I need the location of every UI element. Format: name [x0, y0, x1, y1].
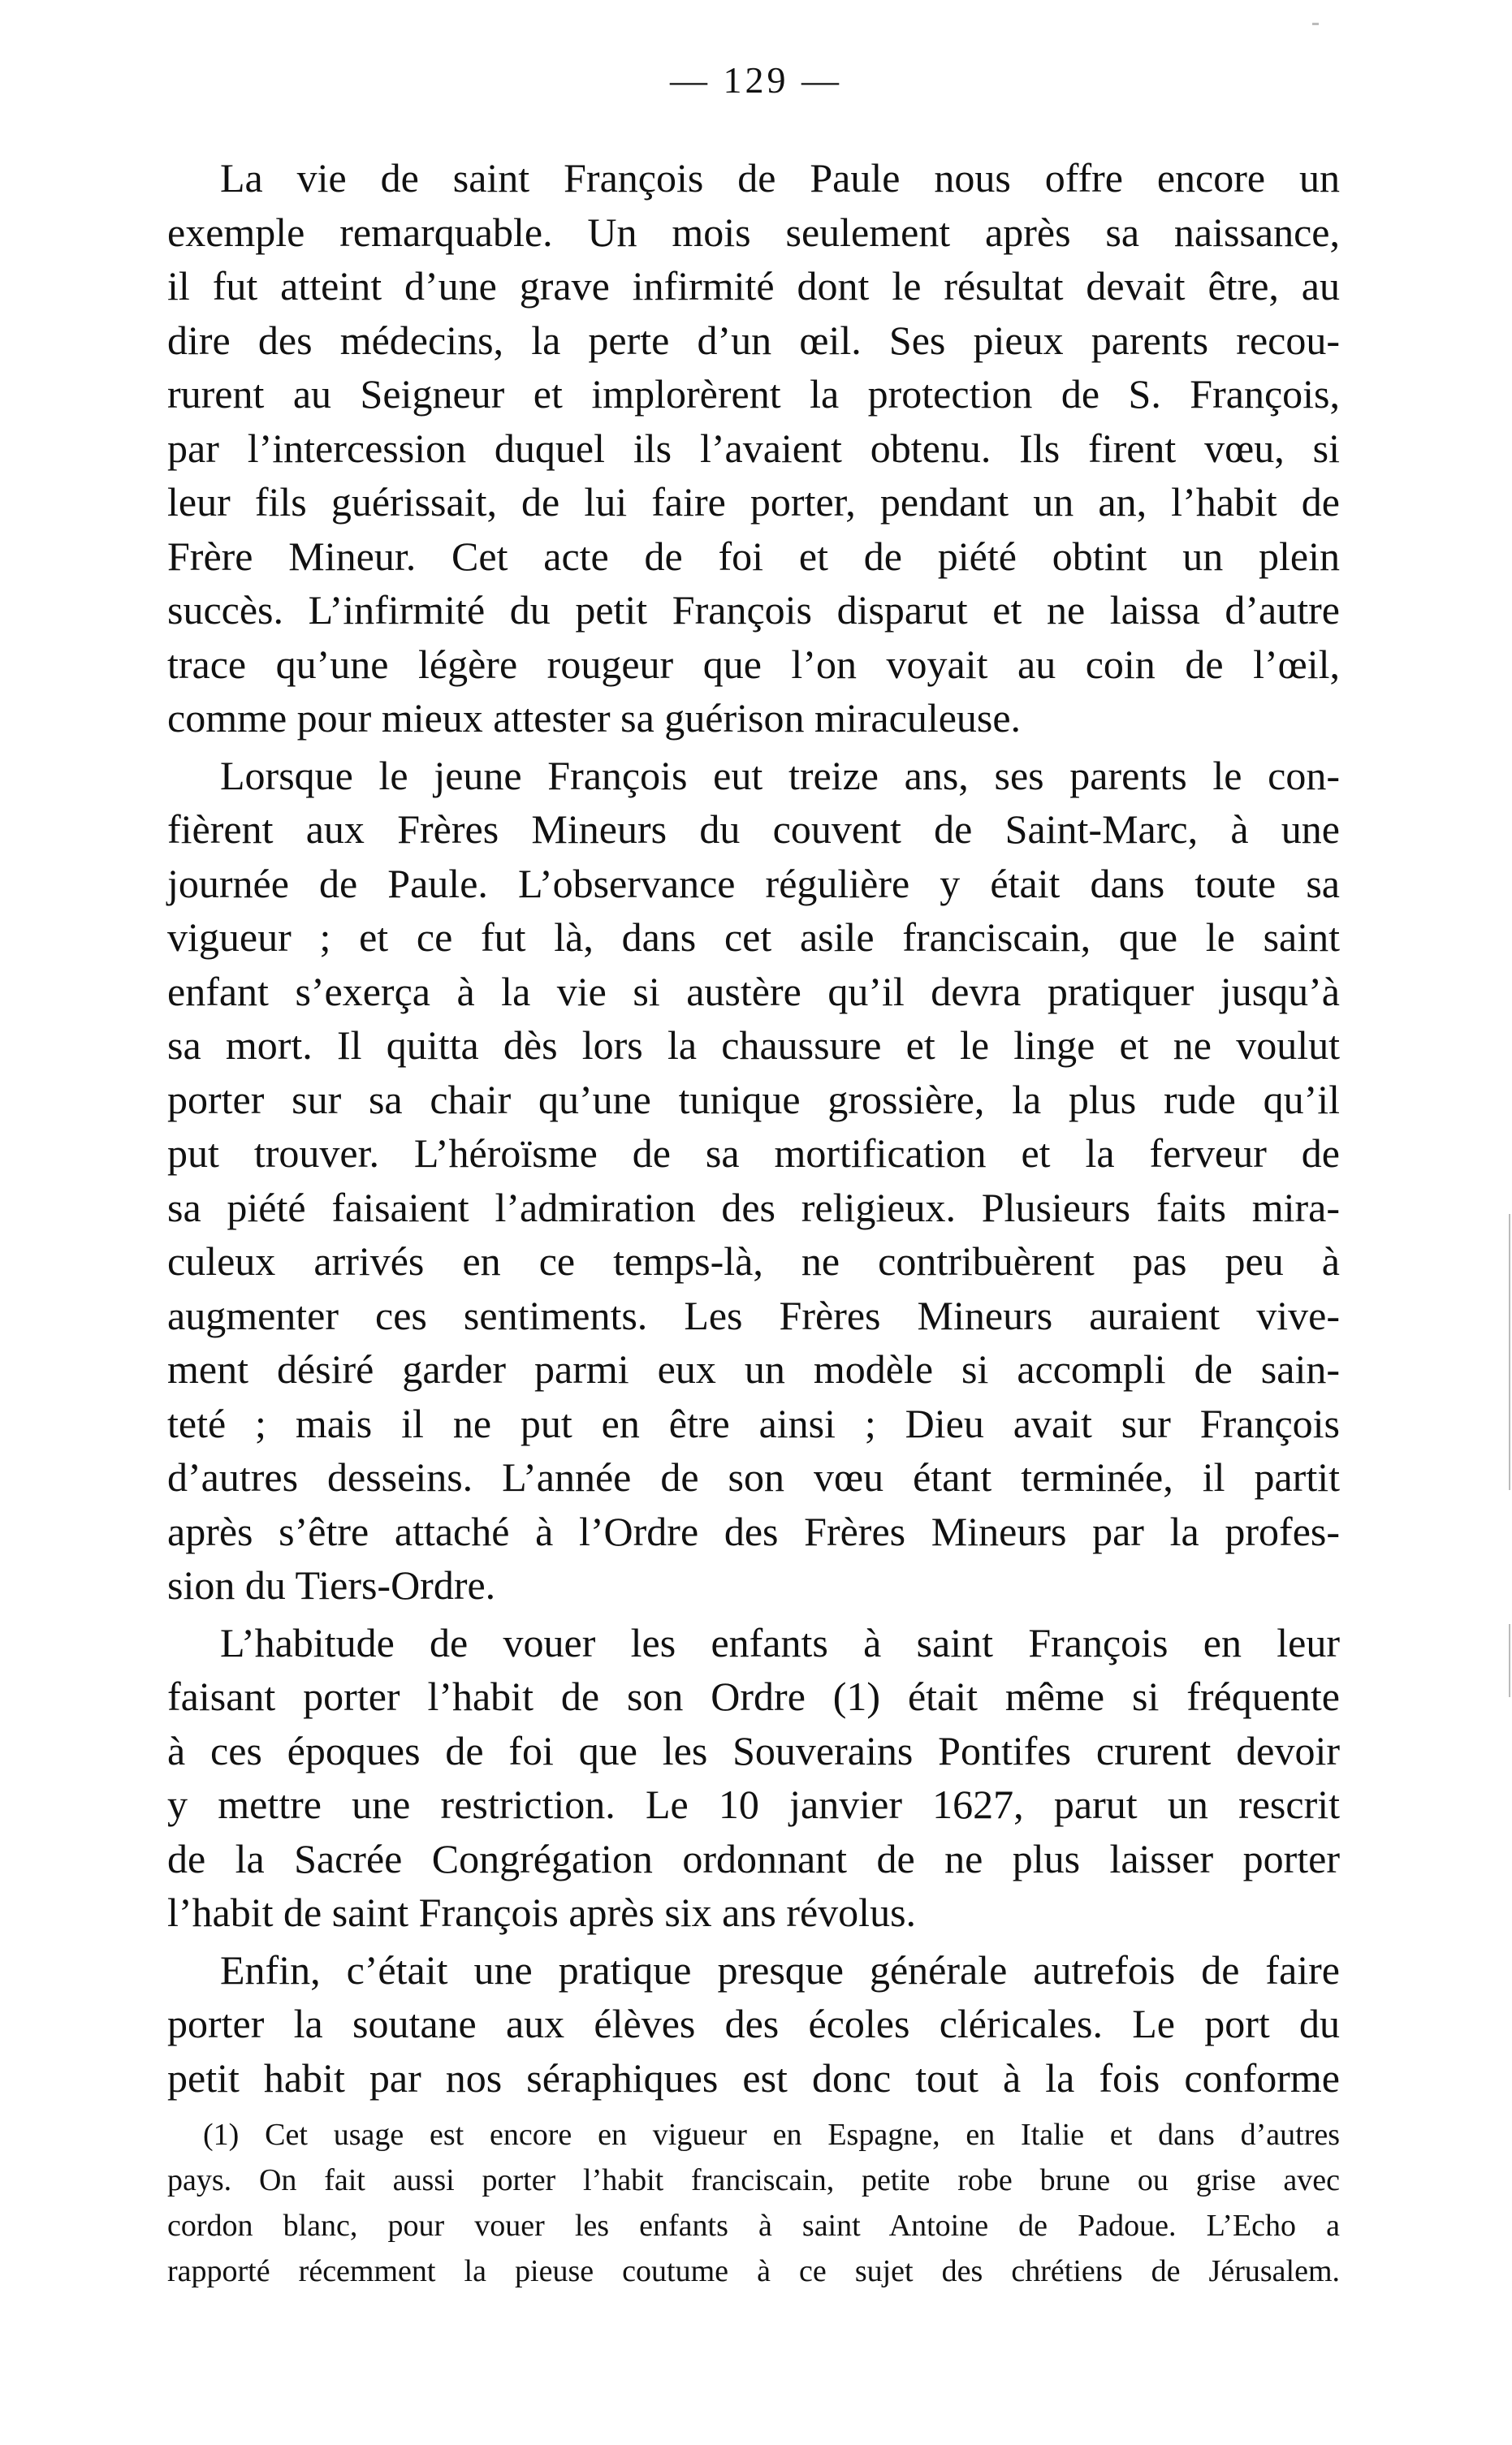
footnote-line: rapporté récemment la pieuse coutume à ce sujet des chrétiens de Jérusalem. [167, 2254, 1340, 2288]
footnote-line: pays. On fait aussi porter l’habit franciscain, petite robe brune ou grise avec [167, 2163, 1340, 2197]
text-line: Frère Mineur. Cet acte de foi et de piété obtint un plein [167, 533, 1340, 579]
text-line: par l’intercession duquel ils l’avaient obtenu. Ils firent vœu, si [167, 425, 1340, 471]
text-line: faisant porter l’habit de son Ordre (1) était même si fréquente [167, 1674, 1340, 1719]
text-line: succès. L’infirmité du petit François disparut et ne laissa d’autre [167, 587, 1340, 633]
text-line: rurent au Seigneur et implorèrent la protection de S. François, [167, 371, 1340, 417]
text-line: teté ; mais il ne put en être ainsi ; Dieu avait sur François [167, 1400, 1340, 1446]
footnote [167, 2112, 1340, 2294]
text-line: l’habit de saint François après six ans révolus. [167, 1890, 917, 1935]
paragraph [167, 749, 1340, 1613]
text-line: enfant s’exerça à la vie si austère qu’il devra pratiquer jusqu’à [167, 968, 1340, 1014]
text-line: porter la soutane aux élèves des écoles cléricales. Le port du [167, 2001, 1340, 2046]
text-line: Lorsque le jeune François eut treize ans, ses parents le con- [220, 752, 1340, 798]
text-line: sa mort. Il quitta dès lors la chaussure et le linge et ne voulut [167, 1022, 1340, 1068]
text-line: leur fils guérissait, de lui faire porter, pendant un an, l’habit de [167, 479, 1340, 525]
scan-margin-line [1509, 1624, 1510, 1697]
text-line: sa piété faisaient l’admiration des religieux. Plusieurs faits mira- [167, 1184, 1340, 1230]
text-line: d’autres desseins. L’année de son vœu étant terminée, il partit [167, 1454, 1340, 1500]
text-line: petit habit par nos séraphiques est donc tout à la fois conforme [167, 2054, 1340, 2101]
text-line: y mettre une restriction. Le 10 janvier 1627, parut un rescrit [167, 1782, 1340, 1827]
scan-speck [1312, 23, 1319, 25]
text-line: ment désiré garder parmi eux un modèle si accompli de sain- [167, 1346, 1340, 1392]
scan-margin-line [1509, 1214, 1510, 1490]
text-line: L’habitude de vouer les enfants à saint François en leur [220, 1619, 1340, 1665]
text-line: journée de Paule. L’observance régulière y était dans toute sa [167, 860, 1340, 906]
text-line: il fut atteint d’une grave infirmité dont le résultat devait être, au [167, 263, 1340, 309]
text-line: put trouver. L’héroïsme de sa mortification et la ferveur de [167, 1130, 1340, 1176]
text-line: porter sur sa chair qu’une tunique grossière, la plus rude qu’il [167, 1076, 1340, 1122]
paragraph [167, 151, 1340, 745]
footnote-line: cordon blanc, pour vouer les enfants à saint Antoine de Padoue. L’Echo a [167, 2209, 1340, 2243]
text-line: de la Sacrée Congrégation ordonnant de ne plus laisser porter [167, 1835, 1340, 1881]
paragraph [167, 1943, 1340, 2106]
page-number: — 129 — [670, 59, 842, 101]
text-line: trace qu’une légère rougeur que l’on voyait au coin de l’œil, [167, 641, 1340, 687]
text-line: comme pour mieux attester sa guérison miraculeuse. [167, 695, 1022, 741]
text-line: dire des médecins, la perte d’un œil. Ses pieux parents recou- [167, 317, 1340, 363]
text-line: culeux arrivés en ce temps-là, ne contribuèrent pas peu à [167, 1238, 1340, 1284]
paragraph [167, 1616, 1340, 1940]
text-line: exemple remarquable. Un mois seulement après sa naissance, [167, 209, 1340, 255]
text-line: à ces époques de foi que les Souverains Pontifes crurent devoir [167, 1727, 1340, 1773]
text-line: Enfin, c’était une pratique presque générale autrefois de faire [220, 1946, 1340, 1993]
body-text [167, 151, 1340, 2105]
text-line: La vie de saint François de Paule nous offre encore un [220, 155, 1340, 201]
text-line: vigueur ; et ce fut là, dans cet asile franciscain, que le saint [167, 914, 1340, 960]
text-line: augmenter ces sentiments. Les Frères Mineurs auraient vive- [167, 1292, 1340, 1338]
text-line: après s’être attaché à l’Ordre des Frères Mineurs par la profes- [167, 1508, 1340, 1554]
footnote-line: (1) Cet usage est encore en vigueur en Espagne, en Italie et dans d’autres [203, 2118, 1340, 2152]
text-line: sion du Tiers-Ordre. [167, 1562, 496, 1608]
text-line: fièrent aux Frères Mineurs du couvent de Saint-Marc, à une [167, 806, 1340, 852]
